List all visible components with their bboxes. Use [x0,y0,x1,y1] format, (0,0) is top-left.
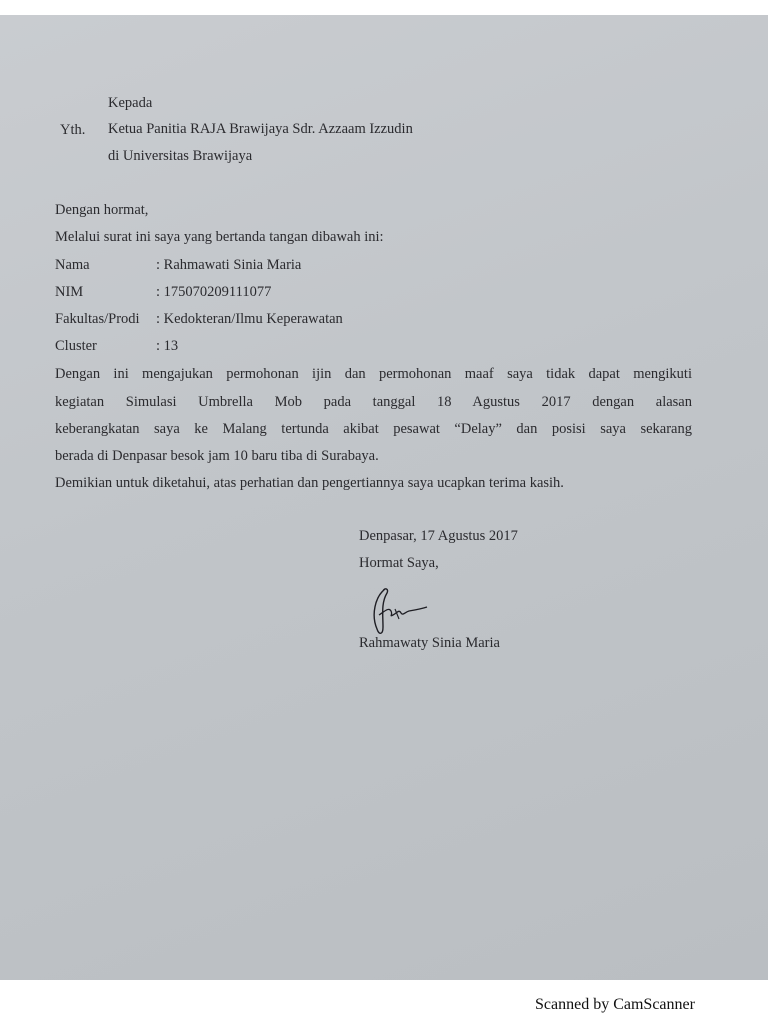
field-value-nim: : 175070209111077 [156,284,272,300]
signature [365,585,435,640]
regards: Hormat Saya, [359,555,439,571]
kepada-label: Kepada [108,95,153,111]
intro-line: Melalui surat ini saya yang bertanda tangan dibawah ini: [55,229,384,245]
scanner-watermark: Scanned by CamScanner [535,996,695,1013]
field-value-fakultas: : Kedokteran/Ilmu Keperawatan [156,311,343,327]
place-date: Denpasar, 17 Agustus 2017 [359,528,518,544]
field-value-cluster: : 13 [156,338,179,354]
scanned-page [0,15,768,980]
field-label-nama: Nama [55,257,90,273]
body-line-1: Dengan ini mengajukan permohonan ijin dan permohonan maaf saya tidak dapat mengikuti [55,366,692,382]
body-line-4: berada di Denpasar besok jam 10 baru tiba di Surabaya. [55,448,379,464]
body-line-3: keberangkatan saya ke Malang tertunda akibat pesawat “Delay” dan posisi saya sekarang [55,421,692,437]
field-label-cluster: Cluster [55,338,97,354]
field-value-nama: : Rahmawati Sinia Maria [156,257,302,273]
recipient-line-1: Ketua Panitia RAJA Brawijaya Sdr. Azzaam Izzudin [108,121,413,137]
field-label-nim: NIM [55,284,84,300]
recipient-line-2: di Universitas Brawijaya [108,148,253,164]
yth-label: Yth. [60,122,86,138]
greeting: Dengan hormat, [55,202,149,218]
closing-line: Demikian untuk diketahui, atas perhatian dan pengertiannya saya ucapkan terima kasih. [55,475,564,491]
signer-name: Rahmawaty Sinia Maria [359,635,500,651]
field-label-fakultas: Fakultas/Prodi [55,311,140,327]
body-line-2: kegiatan Simulasi Umbrella Mob pada tanggal 18 Agustus 2017 dengan alasan [55,394,692,410]
